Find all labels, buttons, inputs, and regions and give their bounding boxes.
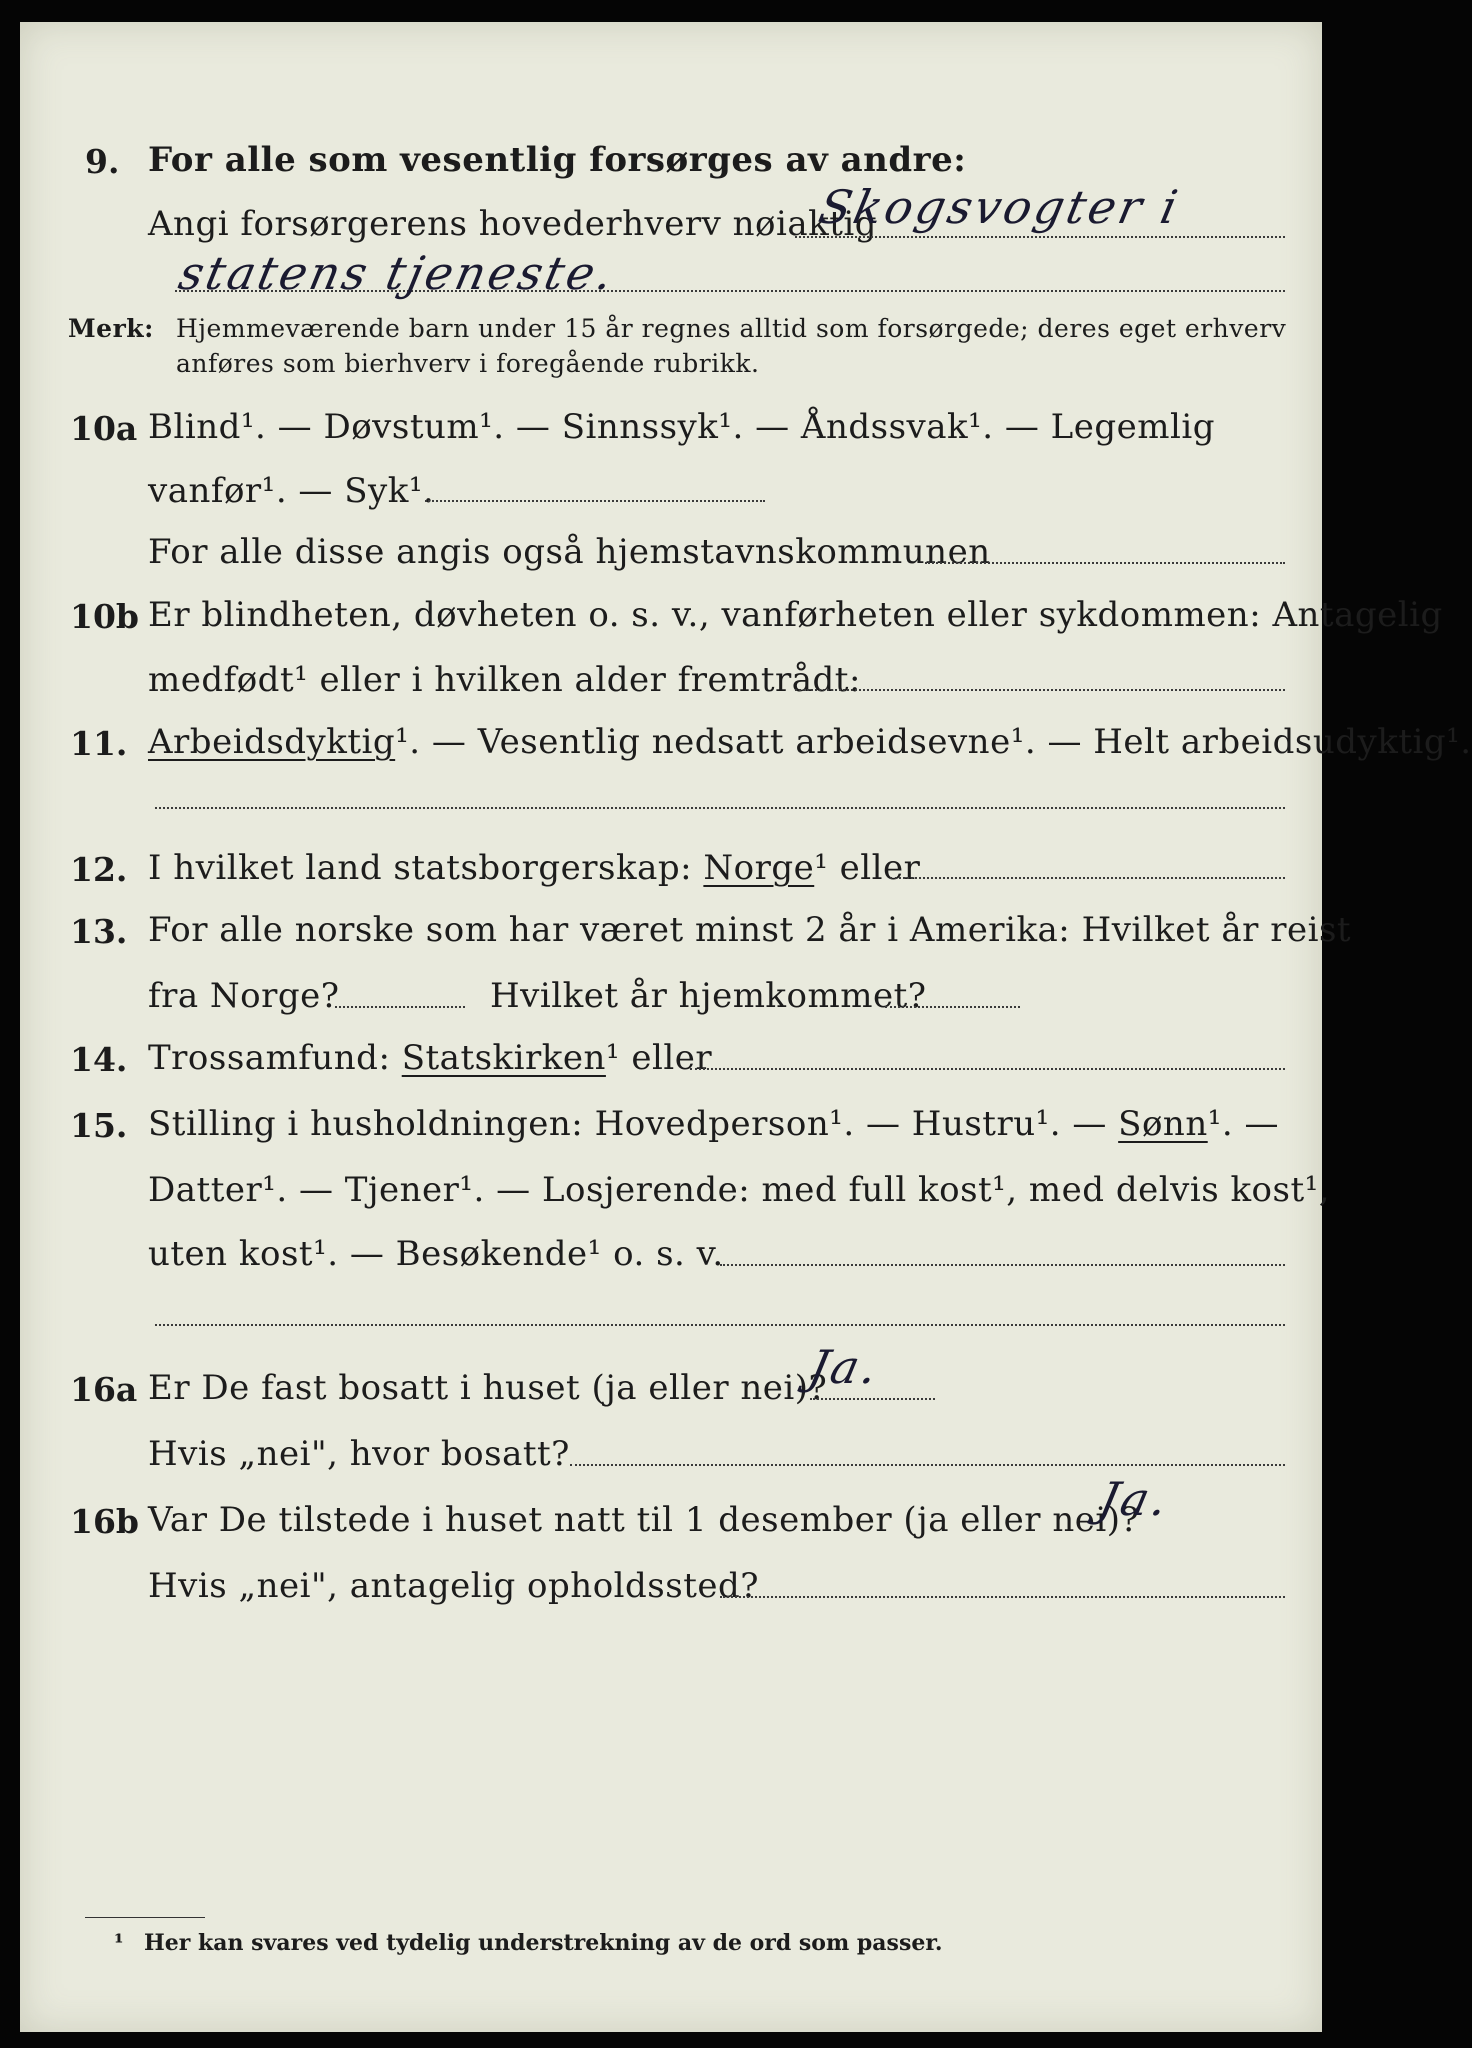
q15-line1	[148, 1102, 1279, 1146]
q14-faith-line	[690, 1068, 1285, 1070]
footnote-text: Her kan svares ved tydelig understrekning av de ord som passer.	[144, 1930, 943, 1956]
q9-answer-line1: Skogsvogter i	[814, 180, 1186, 234]
q16a-followup-line	[570, 1464, 1285, 1466]
q9-answer-line-1	[795, 236, 1285, 238]
q11-rest: ¹. — Vesentlig nedsatt arbeidsevne¹. — Helt arbeidsudyktig¹.	[395, 722, 1472, 762]
q16b-followup: Hvis „nei", antagelig opholdssted?	[148, 1566, 759, 1606]
q12-prompt: I hvilket land statsborgerskap:	[148, 848, 693, 888]
q12-suffix: ¹ eller	[814, 848, 921, 888]
footnote-mark: ¹	[114, 1930, 124, 1956]
q16b-prompt: Var De tilstede i huset natt til 1 desember (ja eller nei)?	[148, 1500, 1140, 1540]
q15-extra-line-2	[155, 1324, 1285, 1326]
q12-option-norge[interactable]: Norge	[703, 848, 815, 888]
q11-number: 11.	[70, 724, 128, 763]
q16a-number: 16a	[70, 1370, 138, 1409]
q14-suffix: ¹ eller	[605, 1038, 713, 1078]
q9-answer-line2: statens tjeneste.	[174, 246, 621, 300]
q16a-answer: Ja.	[804, 1340, 886, 1394]
q10b-line2: medfødt¹ eller i hvilken alder fremtrådt:	[148, 660, 861, 700]
footnote-rule	[85, 1917, 205, 1918]
q15-line1-start: Stilling i husholdningen: Hovedperson¹. — Hustru¹. —	[148, 1104, 1107, 1144]
q11-extra-line	[155, 807, 1285, 809]
q15-line3: uten kost¹. — Besøkende¹ o. s. v.	[148, 1234, 724, 1274]
q10b-number: 10b	[70, 597, 139, 636]
q15-extra-line-1	[720, 1264, 1285, 1266]
q16b-followup-line	[720, 1596, 1285, 1598]
q16b-number: 16b	[70, 1502, 139, 1541]
q15-number: 15.	[70, 1106, 128, 1145]
q9-heading: For alle som vesentlig forsørges av andre:	[148, 140, 967, 180]
q10a-line2: vanfør¹. — Syk¹.	[148, 471, 435, 511]
q13-line1: For alle norske som har været minst 2 år i Amerika: Hvilket år reist	[148, 910, 1352, 950]
q13-departure-line	[335, 1006, 465, 1008]
q10b-age-line	[795, 689, 1285, 691]
q12-text	[148, 846, 920, 890]
q14-option-statskirken[interactable]: Statskirken	[401, 1038, 606, 1078]
q14-number: 14.	[70, 1040, 128, 1079]
q11-text	[148, 720, 1472, 764]
q16a-prompt: Er De fast bosatt i huset (ja eller nei)?	[148, 1368, 828, 1408]
q10a-line1: Blind¹. — Døvstum¹. — Sinnssyk¹. — Åndssvak¹. — Legemlig	[148, 407, 1215, 447]
q16a-followup: Hvis „nei", hvor bosatt?	[148, 1434, 570, 1474]
q16a-answer-line	[810, 1398, 935, 1400]
q13-number: 13.	[70, 912, 128, 951]
q14-prompt: Trossamfund:	[148, 1038, 391, 1078]
q16b-answer: Ja.	[1094, 1472, 1176, 1526]
q13-return-line	[885, 1006, 1020, 1008]
q15-line1-end: ¹. —	[1207, 1104, 1279, 1144]
q11-option-arbeidsdyktig[interactable]: Arbeidsdyktig	[148, 722, 396, 762]
q12-number: 12.	[70, 850, 128, 889]
q12-country-line	[890, 877, 1285, 879]
q9-prompt: Angi forsørgerens hovederhverv nøiaktig	[148, 204, 878, 244]
merk-line1: Hjemmeværende barn under 15 år regnes alltid som forsørgede; deres eget erhverv	[176, 314, 1287, 343]
merk-line2: anføres som bierhverv i foregående rubrikk.	[176, 349, 760, 378]
q10a-syk-line	[425, 500, 765, 502]
q10b-line1: Er blindheten, døvheten o. s. v., vanførheten eller sykdommen: Antagelig	[148, 595, 1443, 635]
q15-option-sonn[interactable]: Sønn	[1118, 1104, 1208, 1144]
q10a-number: 10a	[70, 409, 138, 448]
q10a-hometown-line	[925, 562, 1285, 564]
q14-text	[148, 1036, 712, 1080]
q13-part-b: Hvilket år hjemkommet?	[490, 976, 927, 1016]
q15-line2: Datter¹. — Tjener¹. — Losjerende: med full kost¹, med delvis kost¹,	[148, 1170, 1331, 1210]
q9-number: 9.	[85, 142, 120, 181]
q10a-line3: For alle disse angis også hjemstavnskommunen	[148, 532, 991, 572]
q13-part-a: fra Norge?	[148, 976, 340, 1016]
form-page	[20, 22, 1472, 2032]
merk-label: Merk:	[68, 314, 154, 343]
